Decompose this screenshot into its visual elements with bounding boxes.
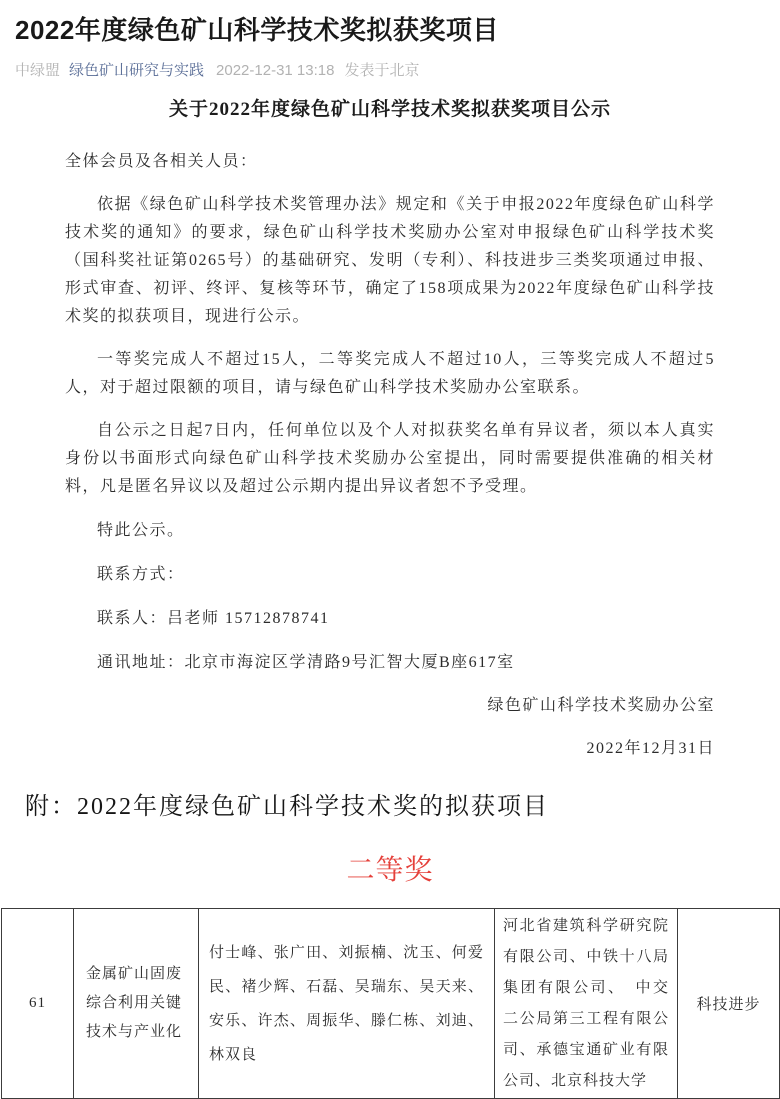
- article-meta: [15, 59, 765, 80]
- cell-awardee-names: 付士峰、张广田、刘振楠、沈玉、何爱民、褚少辉、石磊、吴瑞东、吴天来、安乐、许杰、周振华、滕仁栋、刘迪、林双良: [199, 909, 495, 1099]
- author-name: 中绿盟: [15, 62, 61, 79]
- page-title: 2022年度绿色矿山科学技术奖拟获奖项目: [15, 15, 499, 45]
- announcement-document: [0, 80, 780, 763]
- closing-line: 特此公示。: [97, 522, 185, 539]
- signature-date: 2022年12月31日: [586, 740, 715, 757]
- award-table: [1, 908, 780, 1099]
- publish-location: 发表于北京: [344, 62, 420, 79]
- award-tier-label: 二等奖: [346, 855, 434, 886]
- article-header: [0, 0, 780, 80]
- paragraph-basis: 依据《绿色矿山科学技术奖管理办法》规定和《关于申报2022年度绿色矿山科学技术奖的通知》的要求，绿色矿山科学技术奖励办公室对申报绿色矿山科学技术奖（国科奖社证第0265号）的基础研究、发明（专利）、科技进步三类奖项通过申报、形式审查、初评、终评、复核等环节，确定了158项成果为2022年度绿色矿山科学技术奖的拟获项目，现进行公示。: [65, 196, 715, 325]
- paragraph-objection: 自公示之日起7日内，任何单位以及个人对拟获奖名单有异议者，须以本人真实身份以书面形式向绿色矿山科学技术奖励办公室提出，同时需要提供准确的相关材料，凡是匿名异议以及超过公示期内提出异议者恕不予受理。: [65, 422, 715, 495]
- document-heading: 关于2022年度绿色矿山科学技术奖拟获奖项目公示: [168, 99, 611, 120]
- contact-address: 通讯地址：北京市海淀区学清路9号汇智大厦B座617室: [97, 654, 515, 671]
- salutation: 全体会员及各相关人员：: [65, 153, 258, 170]
- contact-person: 联系人：吕老师 15712878741: [97, 610, 330, 627]
- attachment-heading: 附：2022年度绿色矿山科学技术奖的拟获项目: [25, 794, 549, 820]
- paragraph-limits: 一等奖完成人不超过15人，二等奖完成人不超过10人，三等奖完成人不超过5人，对于超过限额的项目，请与绿色矿山科学技术奖励办公室联系。: [65, 351, 715, 396]
- signature-office: 绿色矿山科学技术奖励办公室: [487, 697, 715, 714]
- table-row: [2, 909, 780, 1099]
- cell-award-category: 科技进步: [678, 909, 780, 1099]
- contact-label: 联系方式：: [97, 566, 185, 583]
- account-link[interactable]: 绿色矿山研究与实践: [69, 62, 205, 79]
- cell-project-name: 金属矿山固废综合利用关键技术与产业化: [74, 909, 199, 1099]
- cell-serial-number: 61: [2, 909, 74, 1099]
- cell-organizations: 河北省建筑科学研究院有限公司、中铁十八局集团有限公司、 中交二公局第三工程有限公司、承德宝通矿业有限公司、北京科技大学: [495, 909, 678, 1099]
- publish-time: 2022-12-31 13:18: [216, 62, 335, 79]
